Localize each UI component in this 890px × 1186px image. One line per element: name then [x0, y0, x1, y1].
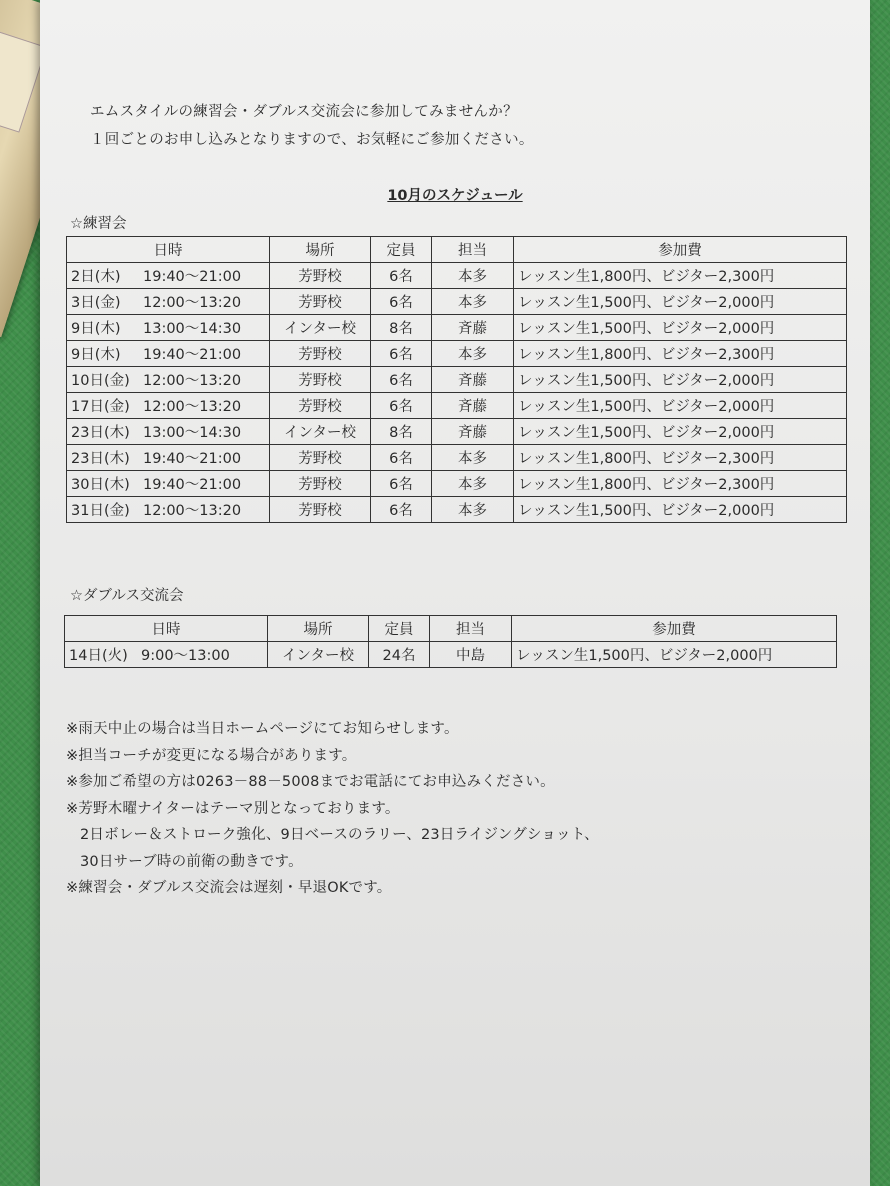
- note-line: 30日サーブ時の前衛の動きです。: [80, 853, 303, 870]
- header-datetime: 日時: [67, 237, 270, 263]
- cell-time: 19:40～21:00: [143, 347, 242, 363]
- cell-date: 9日(木): [71, 321, 121, 337]
- cell-coach: 本多: [432, 471, 514, 497]
- cell-datetime: [67, 445, 270, 471]
- cell-capacity: 6名: [371, 367, 432, 393]
- cell-fee: レッスン生1,500円、ビジター2,000円: [514, 419, 847, 445]
- cell-date: 9日(木): [71, 347, 121, 363]
- table-row: [67, 471, 847, 497]
- cell-place: 芳野校: [270, 367, 371, 393]
- header-place: 場所: [268, 616, 369, 642]
- practice-section-label: ☆練習会: [70, 216, 127, 232]
- table-row: [67, 419, 847, 445]
- cell-place: 芳野校: [270, 263, 371, 289]
- cell-time: 19:40～21:00: [143, 269, 242, 285]
- header-coach: 担当: [430, 616, 512, 642]
- doubles-section-label: ☆ダブルス交流会: [70, 588, 184, 604]
- note-line: ※練習会・ダブルス交流会は遅刻・早退OKです。: [66, 880, 392, 896]
- cell-capacity: 6名: [371, 393, 432, 419]
- note-line: ※雨天中止の場合は当日ホームページにてお知らせします。: [66, 721, 459, 737]
- cell-coach: 斉藤: [432, 393, 514, 419]
- intro-line-1: エムスタイルの練習会・ダブルス交流会に参加してみませんか？: [90, 104, 518, 120]
- cell-time: 12:00～13:20: [143, 373, 242, 389]
- cell-capacity: 6名: [371, 497, 432, 523]
- table-row: [67, 263, 847, 289]
- cell-coach: 本多: [432, 341, 514, 367]
- cell-coach: 斉藤: [432, 419, 514, 445]
- table-row: [67, 341, 847, 367]
- table-row: [67, 367, 847, 393]
- cell-capacity: 8名: [371, 419, 432, 445]
- cell-coach: 斉藤: [432, 315, 514, 341]
- cell-fee: レッスン生1,800円、ビジター2,300円: [514, 263, 847, 289]
- header-fee: 参加費: [514, 237, 847, 263]
- cell-datetime: [67, 497, 270, 523]
- cell-capacity: 6名: [371, 445, 432, 471]
- cell-place: インター校: [270, 419, 371, 445]
- cell-date: 30日(木): [71, 477, 130, 493]
- cell-datetime: [67, 367, 270, 393]
- cell-fee: レッスン生1,800円、ビジター2,300円: [514, 471, 847, 497]
- cell-fee: レッスン生1,500円、ビジター2,000円: [512, 642, 837, 668]
- cell-coach: 本多: [432, 263, 514, 289]
- table-row: [67, 497, 847, 523]
- cell-coach: 斉藤: [432, 367, 514, 393]
- doubles-table: [64, 615, 837, 668]
- cell-datetime: [67, 315, 270, 341]
- cell-date: 31日(金): [71, 503, 130, 519]
- intro-text: [90, 98, 534, 154]
- table-row: [67, 289, 847, 315]
- cell-time: 19:40～21:00: [143, 451, 242, 467]
- header-capacity: 定員: [369, 616, 430, 642]
- cell-date: 17日(金): [71, 399, 130, 415]
- cell-coach: 中島: [430, 642, 512, 668]
- cell-time: 13:00～14:30: [143, 321, 242, 337]
- cell-capacity: 8名: [371, 315, 432, 341]
- cell-place: 芳野校: [270, 341, 371, 367]
- cell-date: 23日(木): [71, 425, 130, 441]
- cell-datetime: [67, 289, 270, 315]
- note-line: ※参加ご希望の方は0263－88－5008までお電話にてお申込みください。: [66, 774, 555, 790]
- note-line: ※芳野木曜ナイターはテーマ別となっております。: [66, 800, 400, 817]
- cell-place: 芳野校: [270, 445, 371, 471]
- cell-time: 12:00～13:20: [143, 399, 242, 415]
- cell-capacity: 6名: [371, 471, 432, 497]
- cell-place: インター校: [270, 315, 371, 341]
- cell-capacity: 6名: [371, 341, 432, 367]
- cell-place: 芳野校: [270, 289, 371, 315]
- cell-place: 芳野校: [270, 497, 371, 523]
- cell-time: 12:00～13:20: [143, 503, 242, 519]
- cell-date: 23日(木): [71, 451, 130, 467]
- cell-date: 14日(火): [69, 648, 128, 664]
- cell-coach: 本多: [432, 445, 514, 471]
- cell-datetime: [65, 642, 268, 668]
- notes-list: [66, 716, 599, 902]
- cell-fee: レッスン生1,500円、ビジター2,000円: [514, 289, 847, 315]
- cell-datetime: [67, 471, 270, 497]
- intro-line-2: １回ごとのお申し込みとなりますので、お気軽にご参加ください。: [90, 132, 534, 148]
- table-row: [67, 445, 847, 471]
- header-capacity: 定員: [371, 237, 432, 263]
- cell-time: 13:00～14:30: [143, 425, 242, 441]
- cell-time: 12:00～13:20: [143, 295, 242, 311]
- cell-place: インター校: [268, 642, 369, 668]
- cell-time: 9:00～13:00: [141, 648, 230, 664]
- cell-datetime: [67, 419, 270, 445]
- cell-datetime: [67, 341, 270, 367]
- cell-capacity: 6名: [371, 263, 432, 289]
- note-line: ※担当コーチが変更になる場合があります。: [66, 747, 357, 764]
- practice-header-row: [67, 237, 847, 263]
- note-line: 2日ボレー＆ストローク強化、9日ベースのラリー、23日ライジングショット、: [80, 827, 599, 843]
- cell-place: 芳野校: [270, 471, 371, 497]
- table-row: [67, 393, 847, 419]
- header-place: 場所: [270, 237, 371, 263]
- cell-datetime: [67, 393, 270, 419]
- cell-fee: レッスン生1,500円、ビジター2,000円: [514, 315, 847, 341]
- cell-fee: レッスン生1,800円、ビジター2,300円: [514, 445, 847, 471]
- doubles-header-row: [65, 616, 837, 642]
- table-row: [65, 642, 837, 668]
- header-coach: 担当: [432, 237, 514, 263]
- cell-capacity: 6名: [371, 289, 432, 315]
- header-fee: 参加費: [512, 616, 837, 642]
- cell-date: 10日(金): [71, 373, 130, 389]
- header-datetime: 日時: [65, 616, 268, 642]
- cell-place: 芳野校: [270, 393, 371, 419]
- cell-date: 3日(金): [71, 295, 121, 311]
- cell-datetime: [67, 263, 270, 289]
- schedule-sheet: [40, 0, 870, 1186]
- cell-fee: レッスン生1,800円、ビジター2,300円: [514, 341, 847, 367]
- table-row: [67, 315, 847, 341]
- cell-coach: 本多: [432, 289, 514, 315]
- schedule-title: 10月のスケジュール: [387, 188, 523, 204]
- cell-fee: レッスン生1,500円、ビジター2,000円: [514, 497, 847, 523]
- cell-time: 19:40～21:00: [143, 477, 242, 493]
- cell-coach: 本多: [432, 497, 514, 523]
- cell-date: 2日(木): [71, 269, 121, 285]
- cell-capacity: 24名: [369, 642, 430, 668]
- cell-fee: レッスン生1,500円、ビジター2,000円: [514, 393, 847, 419]
- practice-table: [66, 236, 847, 523]
- cell-fee: レッスン生1,500円、ビジター2,000円: [514, 367, 847, 393]
